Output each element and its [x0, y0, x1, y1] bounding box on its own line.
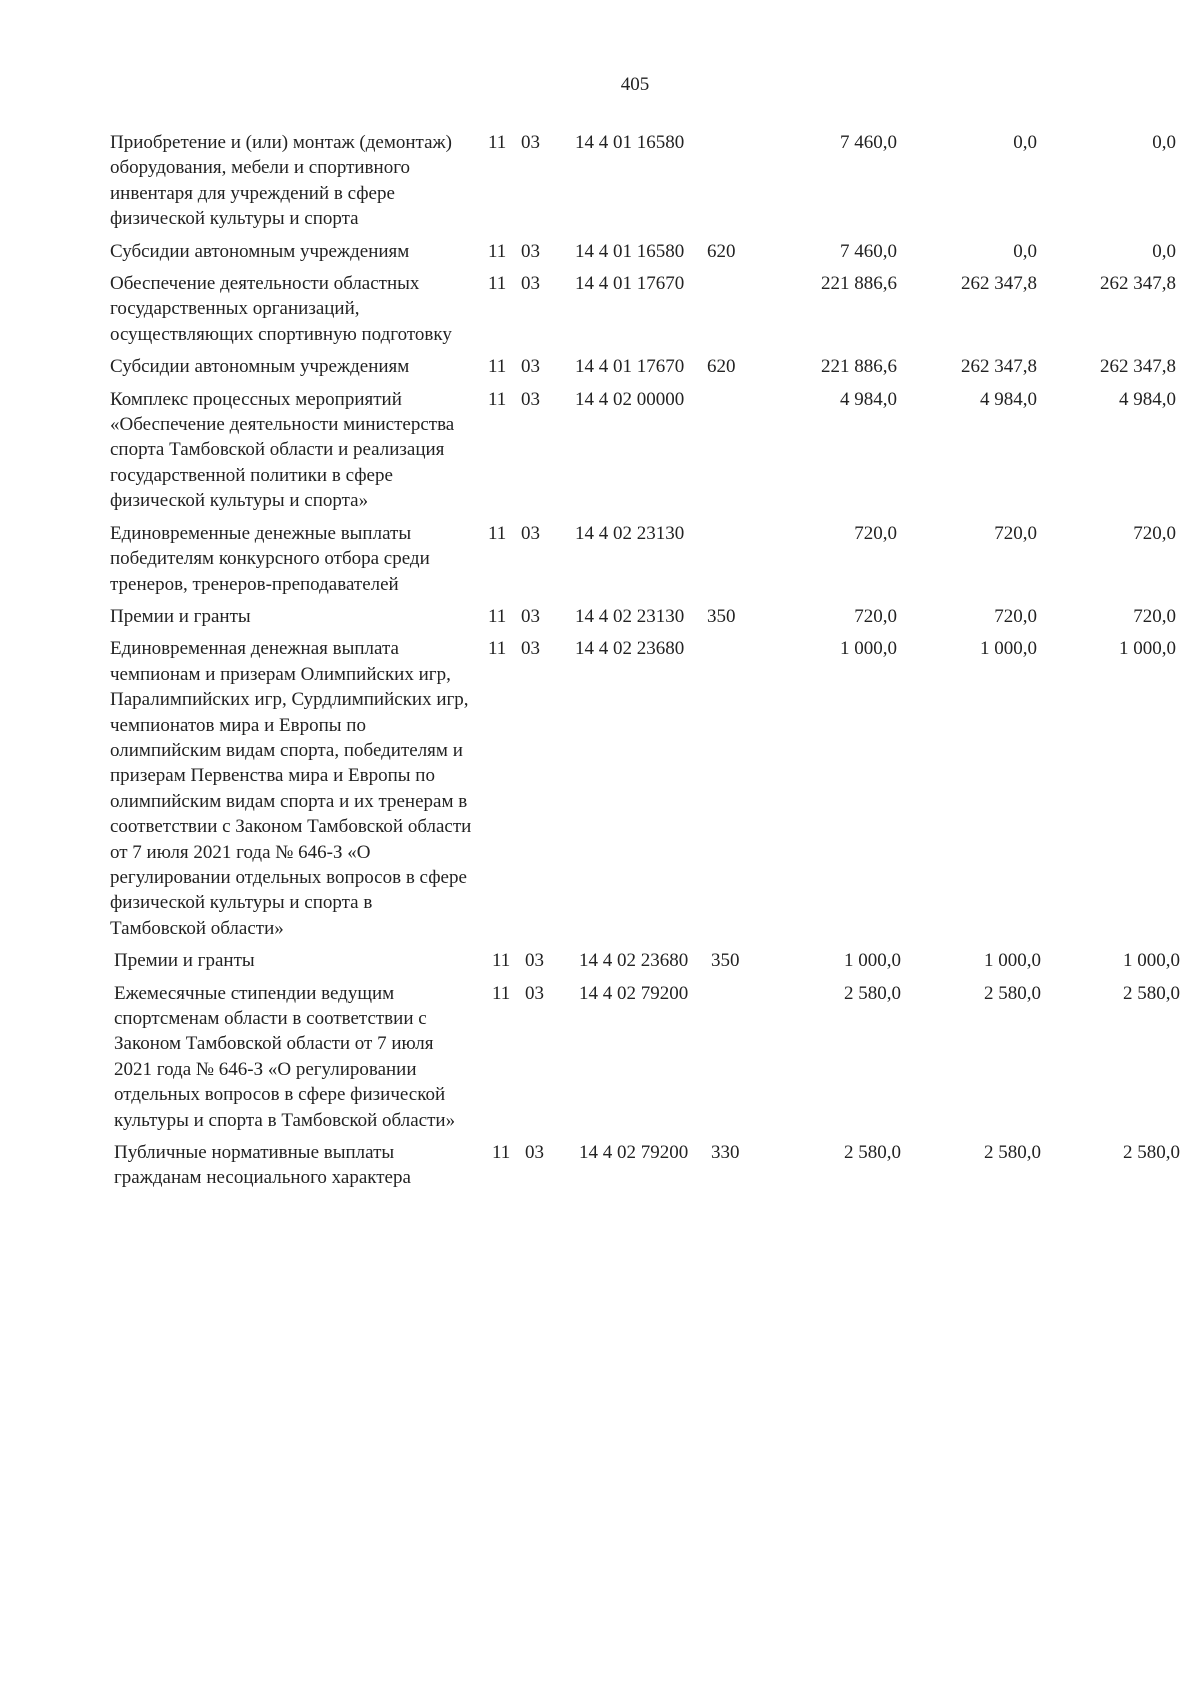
row-subsection: 03 — [525, 982, 544, 1004]
row-value-3: 720,0 — [1133, 605, 1176, 627]
row-value-2: 2 580,0 — [984, 982, 1041, 1004]
row-value-1: 1 000,0 — [840, 638, 897, 660]
row-value-1: 221 886,6 — [821, 273, 897, 295]
row-value-2: 0,0 — [1013, 240, 1037, 262]
row-target-code: 14 4 02 23680 — [575, 638, 685, 660]
table-row — [110, 604, 1185, 629]
row-section: 11 — [488, 132, 507, 153]
row-value-3: 1 000,0 — [1119, 638, 1176, 660]
row-value-2: 262 347,8 — [961, 356, 1037, 378]
row-target-code: 14 4 01 16580 — [575, 240, 685, 262]
row-subsection: 03 — [521, 240, 540, 262]
row-value-3: 1 000,0 — [1123, 950, 1180, 972]
row-target-code: 14 4 01 17670 — [575, 356, 685, 378]
table-row — [110, 239, 1185, 264]
table-row — [110, 354, 1185, 379]
row-value-3: 262 347,8 — [1100, 273, 1176, 295]
row-expense-type: 620 — [707, 240, 736, 262]
row-target-code: 14 4 02 79200 — [579, 982, 689, 1004]
row-subsection: 03 — [521, 132, 540, 153]
row-target-code: 14 4 02 00000 — [575, 388, 685, 410]
table-row — [114, 981, 1189, 1133]
row-value-3: 0,0 — [1152, 132, 1176, 153]
row-name: Премии и гранты — [110, 605, 251, 627]
row-section: 11 — [488, 356, 507, 378]
row-target-code: 14 4 02 79200 — [579, 1142, 689, 1164]
row-target-code: 14 4 02 23130 — [575, 605, 685, 627]
row-value-1: 7 460,0 — [840, 240, 897, 262]
row-target-code: 14 4 01 17670 — [575, 273, 685, 295]
row-name: Субсидии автономным учреждениям — [110, 240, 410, 262]
row-name: Приобретение и (или) монтаж (демонтаж) оборудования, мебели и спортивного инвентаря для учреждений в сфере физической культуры и спорта — [110, 132, 452, 230]
row-value-1: 2 580,0 — [844, 1142, 901, 1164]
row-value-2: 0,0 — [1013, 132, 1037, 153]
table-row — [110, 387, 1185, 514]
table-row — [110, 271, 1185, 347]
row-section: 11 — [492, 982, 511, 1004]
row-subsection: 03 — [521, 273, 540, 295]
row-value-2: 720,0 — [994, 605, 1037, 627]
row-subsection: 03 — [521, 388, 540, 410]
row-value-3: 262 347,8 — [1100, 356, 1176, 378]
row-value-1: 720,0 — [854, 522, 897, 544]
table-row — [110, 636, 1185, 941]
row-value-2: 262 347,8 — [961, 273, 1037, 295]
row-target-code: 14 4 02 23680 — [579, 950, 689, 972]
row-section: 11 — [488, 388, 507, 410]
row-value-2: 720,0 — [994, 522, 1037, 544]
row-subsection: 03 — [521, 638, 540, 660]
row-value-1: 1 000,0 — [844, 950, 901, 972]
row-name: Комплекс процессных мероприятий «Обеспечение деятельности министерства спорта Тамбовской области и реализация государственной политики в сфере физической культуры и спорта» — [110, 388, 455, 512]
row-value-1: 720,0 — [854, 605, 897, 627]
row-section: 11 — [488, 240, 507, 262]
row-expense-type: 350 — [707, 605, 736, 627]
row-section: 11 — [492, 1142, 511, 1164]
row-name: Обеспечение деятельности областных государственных организаций, осуществляющих спортивную подготовку — [110, 273, 452, 345]
row-section: 11 — [488, 273, 507, 295]
row-section: 11 — [488, 605, 507, 627]
row-target-code: 14 4 02 23130 — [575, 522, 685, 544]
row-name: Публичные нормативные выплаты гражданам несоциального характера — [114, 1142, 411, 1189]
row-value-1: 7 460,0 — [840, 132, 897, 153]
row-value-1: 2 580,0 — [844, 982, 901, 1004]
row-value-1: 221 886,6 — [821, 356, 897, 378]
row-value-3: 4 984,0 — [1119, 388, 1176, 410]
row-subsection: 03 — [521, 356, 540, 378]
row-name: Премии и гранты — [114, 950, 255, 972]
row-subsection: 03 — [521, 605, 540, 627]
row-value-2: 1 000,0 — [984, 950, 1041, 972]
row-expense-type: 620 — [707, 356, 736, 378]
row-section: 11 — [488, 638, 507, 660]
row-value-2: 2 580,0 — [984, 1142, 1041, 1164]
row-value-2: 4 984,0 — [980, 388, 1037, 410]
row-value-2: 1 000,0 — [980, 638, 1037, 660]
table-row — [110, 521, 1185, 597]
table-row — [110, 130, 1185, 232]
row-subsection: 03 — [521, 522, 540, 544]
row-name: Ежемесячные стипендии ведущим спортсменам области в соответствии с Законом Тамбовской области от 7 июля 2021 года № 646-З «О регулировании отдельных вопросов в сфере физической культуры и спорта в Тамбовской области» — [114, 982, 456, 1131]
row-name: Субсидии автономным учреждениям — [110, 356, 410, 378]
row-expense-type: 350 — [711, 950, 740, 972]
row-subsection: 03 — [525, 1142, 544, 1164]
row-section: 11 — [492, 950, 511, 972]
row-value-3: 0,0 — [1152, 240, 1176, 262]
row-name: Единовременная денежная выплата чемпионам и призерам Олимпийских игр, Паралимпийских игр, Сурдлимпийских игр, чемпионатов мира и Европы по олимпийским видам спорта, победителям и призерам Первенства мира и Европы по олимпийским видам спорта и их тренерам в соответствии с Законом Тамбовской области от 7 июля 2021 года № 646-З «О регулировании отдельных вопросов в сфере физической культуры и спорта в Тамбовской области» — [110, 638, 472, 939]
row-value-3: 720,0 — [1133, 522, 1176, 544]
table-row — [114, 1140, 1189, 1191]
row-value-1: 4 984,0 — [840, 388, 897, 410]
row-value-3: 2 580,0 — [1123, 982, 1180, 1004]
row-name: Единовременные денежные выплаты победителям конкурсного отбора среди тренеров, тренеров-преподавателей — [110, 522, 430, 595]
table-row — [114, 948, 1189, 973]
row-expense-type: 330 — [711, 1142, 740, 1164]
row-subsection: 03 — [525, 950, 544, 972]
row-section: 11 — [488, 522, 507, 544]
budget-table — [110, 130, 1185, 1198]
page-number: 405 — [620, 74, 650, 95]
row-target-code: 14 4 01 16580 — [575, 132, 685, 153]
row-value-3: 2 580,0 — [1123, 1142, 1180, 1164]
